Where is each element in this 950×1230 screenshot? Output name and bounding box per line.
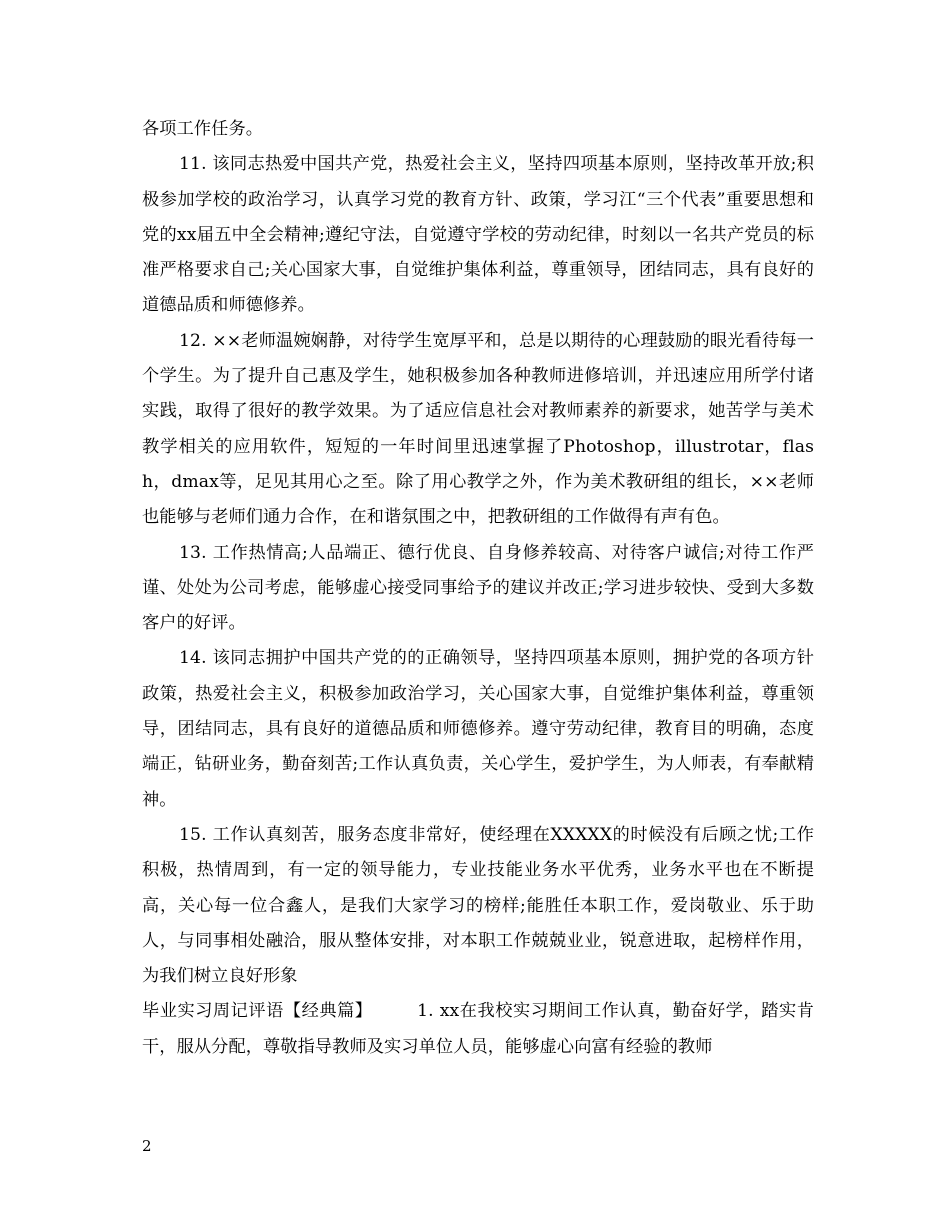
- page-number: 2: [142, 1137, 152, 1155]
- paragraph-item-12: 12. ××老师温婉娴静，对待学生宽厚平和，总是以期待的心理鼓励的眼光看待每一个学生。为了提升自己惠及学生，她积极参加各种教师进修培训，并迅速应用所学付诸实践，取得了很好的教学效果。为了适应信息社会对教师素养的新要求，她苦学与美术教学相关的应用软件，短短的一年时间里迅速掌握了Photoshop，illustrotar，flash，dmax等，足见其用心之至。除了用心教学之外，作为美术教研组的组长，××老师也能够与老师们通力合作，在和谐氛围之中，把教研组的工作做得有声有色。: [142, 330, 814, 528]
- paragraph-item-14: 14. 该同志拥护中国共产党的的正确领导，坚持四项基本原则，拥护党的各项方针政策，热爱社会主义，积极参加政治学习，关心国家大事，自觉维护集体利益，尊重领导，团结同志，具有良好的道德品质和师德修养。遵守劳动纪律，教育目的明确，态度端正，钻研业务，勤奋刻苦;工作认真负责，关心学生，爱护学生，为人师表，有奉献精神。: [142, 648, 814, 810]
- paragraph-item-13: 13. 工作热情高;人品端正、德行优良、自身修养较高、对待客户诚信;对待工作严谨、处处为公司考虑，能够虚心接受同事给予的建议并改正;学习进步较快、受到大多数客户的好评。: [142, 542, 814, 634]
- section-heading-paragraph: 毕业实习周记评语【经典篇】 1. xx在我校实习期间工作认真，勤奋好学，踏实肯干，服从分配，尊敬指导教师及实习单位人员，能够虚心向富有经验的教师: [142, 1001, 814, 1057]
- document-body: [142, 112, 814, 1065]
- paragraph-continuation: 各项工作任务。: [142, 119, 264, 139]
- paragraph-item-11: 11. 该同志热爱中国共产党，热爱社会主义，坚持四项基本原则，坚持改革开放;积极参加学校的政治学习，认真学习党的教育方针、政策，学习江“三个代表”重要思想和党的xx届五中全会精神;遵纪守法，自觉遵守学校的劳动纪律，时刻以一名共产党员的标准严格要求自己;关心国家大事，自觉维护集体利益，尊重领导，团结同志，具有良好的道德品质和师德修养。: [142, 154, 814, 316]
- paragraph-item-15: 15. 工作认真刻苦，服务态度非常好，使经理在XXXXX的时候没有后顾之忧;工作积极，热情周到，有一定的领导能力，专业技能业务水平优秀，业务水平也在不断提高，关心每一位合鑫人，是我们大家学习的榜样;能胜任本职工作，爱岗敬业、乐于助人，与同事相处融洽，服从整体安排，对本职工作兢兢业业，锐意进取，起榜样作用，为我们树立良好形象: [142, 824, 814, 987]
